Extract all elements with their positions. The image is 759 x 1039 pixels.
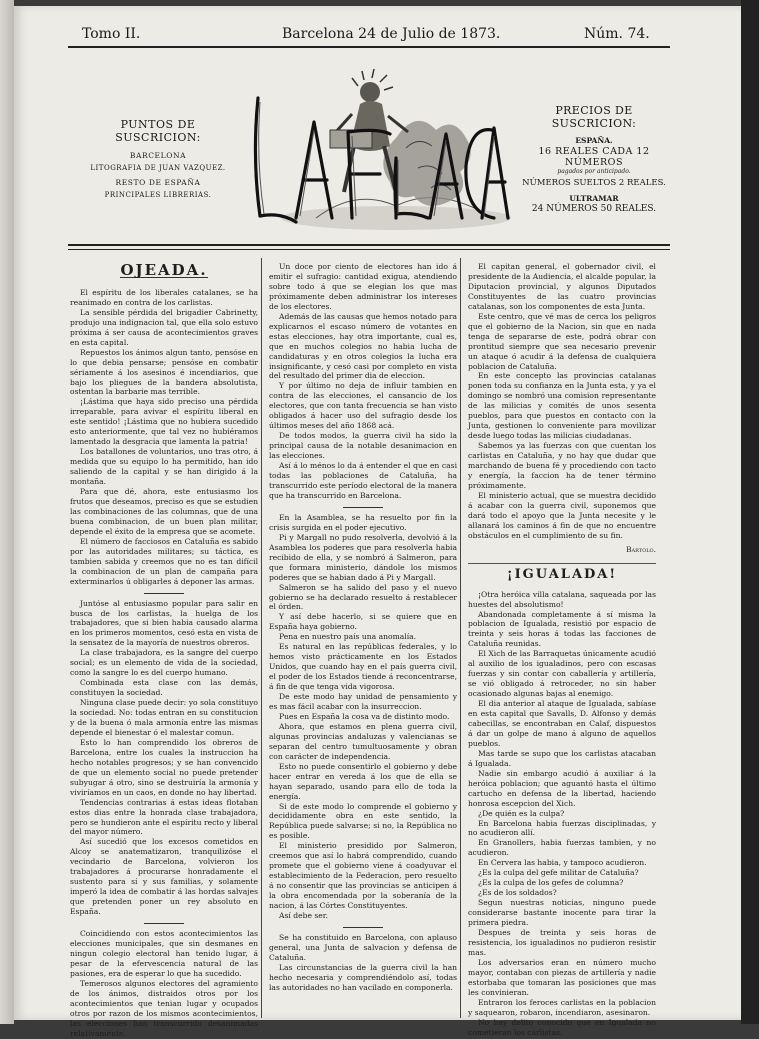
ojeada-paragraph: Y por último no deja de influir tambien en contra de las elecciones, el cansancio de los electores, que con tanta frecuencia se han visto obligados á hacer uso del sufragio desde los últimos meses del año 1868 acá. (269, 381, 457, 431)
scan-border (741, 0, 759, 1024)
igualada-paragraph: Nadie sin embargo acudió á auxiliar á la heróica poblacion; que aguantó hasta el último cartucho en defensa de la libertad, haciendo honrosa escepcion del Xich. (468, 768, 656, 808)
subscription-prices (514, 104, 674, 214)
column-2 (269, 262, 457, 1014)
ojeada-paragraph: La sensible pérdida del brigadier Cabrinetty, produjo una indignacion tal, que ella solo estuvo próxima á ser causa de acontecimientos graves en esta capital. (70, 307, 258, 347)
ojeada-paragraph: Combinada esta clase con las demás, constituyen la sociedad. (70, 678, 258, 698)
igualada-paragraph: Despues de treinta y seis horas de resistencia, los igualadinos no pudieron resistir mas. (468, 928, 656, 957)
ojeada-paragraph: Los batallones de voluntarios, uno tras otro, á medida que su equipo lo ha permitido, han ido saliendo de la capital y se han dirigido á la montaña. (70, 447, 258, 487)
header-rule (68, 46, 670, 48)
ojeada-paragraph: Tendencias contrarias á estas ideas flotaban estos dias entre la honrada clase trabajadora, pero se hundieron ante el espíritu recto y liberal del mayor número. (70, 797, 258, 837)
bookshops-label: PRINCIPALES LIBRERIAS. (104, 191, 212, 199)
igualada-question: ¿Es la culpa de los gefes de columna? (478, 878, 624, 888)
section-separator (144, 923, 184, 924)
ojeada-paragraph: El ministerio presidido por Salmeron, creemos que así lo habrá comprendido, cuando promete que el gobierno viene á coadyuvar el establecimiento de la Federacion, pero resuelto á no consentir que las provincias se anticipen á la obra encomendada por la soberanía de la nacion, á las Córtes Constituyentes. (269, 841, 457, 911)
ojeada-paragraph: De este modo hay unidad de pensamiento y es mas fácil acabar con la insurreccion. (269, 692, 457, 711)
ojeada-paragraph: Además de las causas que hemos notado para explicarnos el escaso número de votantes en estas elecciones, hay otra importante, cual es, que en muchos colegios no habia lucha de candidaturas y en otros colegios la lucha era insignificante, y cesó casi por completo en vista del resultado del primer dia de eleccion. (269, 311, 457, 381)
igualada-title: ¡IGUALADA! (506, 566, 618, 582)
newspaper-page (14, 6, 741, 1038)
issue-number: Núm. 74. (584, 26, 650, 42)
section-separator (343, 507, 383, 508)
ojeada-paragraph: Y así debe hacerlo, si se quiere que en España haya gobierno. (269, 612, 457, 632)
ojeada-paragraph: ¡Lástima que haya sido preciso una pérdida irreparable, para avivar el espíritu liberal en este sentido! ¡Lástima que no hubiera sucedido esto anteriormente, que tal vez no hubiéramos lamentado la desgracia que lamenta la patria! (70, 397, 258, 447)
subscription-points (78, 118, 238, 199)
volume-label: Tomo II. (82, 26, 141, 42)
author-signature: Bartolo. (626, 544, 656, 554)
spain-price: 16 REALES CADA 12 NÚMEROS (538, 146, 650, 168)
subscription-points-title: PUNTOS DE SUSCRICION: (115, 118, 201, 144)
igualada-paragraph: Mas tarde se supo que los carlistas atacaban á Igualada. (468, 748, 656, 768)
ojeada-paragraph: Coincidiendo con estos acontecimientos las elecciones municipales, que sin desmanes en ningun colegio electoral han tenido lugar, á pesar de la efervescencia natural de las pasiones, era de esperar lo que ha sucedido. (70, 929, 258, 978)
ojeada-paragraph: De todos modos, la guerra civil ha sido la principal causa de la notable desanimacion en las elecciones. (269, 431, 457, 461)
spain-label: ESPAÑA. (575, 136, 613, 145)
igualada-paragraph: No hay delito conocido que en Igualada no cometieran los carlistas. (468, 1017, 656, 1037)
section-separator (343, 927, 383, 928)
ojeada-paragraph: Ahora, que estamos en plena guerra civil, algunas provincias andaluzas y valencianas se separan del centro tumultuosamente y obran con carácter de independencia. (269, 721, 457, 761)
ojeada-paragraph: En la Asamblea, se ha resuelto por fin la crisis surgida en el poder ejecutivo. (269, 512, 457, 532)
masthead-illustration (246, 68, 516, 236)
ojeada-paragraph: Pena en nuestro país una anomalía. (279, 632, 417, 642)
ojeada-paragraph: Así sucedió que los excesos cometidos en Alcoy se anatematizaron, tranquilizóse el vecindario de Barcelona, volvieron los trabajadores á procurarse honradamente el sustento para sí y sus familias, y solamente imperó la idea de combatir á las hordas salvajes que pretenden poner un rey absoluto en España. (70, 837, 258, 917)
column-divider-1 (261, 258, 262, 1018)
ojeada-paragraph: Temerosos algunos electores del agramiento de los ánimos, distraidos otros por los acontecimientos que tenian lugar y ocupados otros por razon de los mismos acontecimientos, las elecciones han transcurrido desanimadas relativamente. (70, 978, 258, 1038)
ojeada-paragraph: Sabemos ya las fuerzas con que cuentan los carlistas en Cataluña, y no hay que dudar que marchando de buena fé y procediendo con tacto y energía, la faccion ha de tener término próximamente. (468, 441, 656, 490)
ojeada-paragraph: Ninguna clase puede decir: yo sola constituyo la sociedad. No: todas entran en su constitucion y de la buena ó mala armonía entre las mismas depende el bienestar ó el malestar comun. (70, 698, 258, 737)
overseas-price: 24 NÚMEROS 50 REALES. (531, 204, 657, 214)
igualada-question: ¿De quién es la culpa? (478, 808, 565, 818)
ojeada-paragraph: Pi y Margall no pudo resolverla, devolvió á la Asamblea los poderes que para resolverla habia recibido de ella, y se nombró á Salmeron, para que formara ministerio, dándole los mismos poderes que se habian dado á Pi y Margall. (269, 532, 457, 582)
ojeada-paragraph: El espíritu de los liberales catalanes, se ha reanimado en contra de los carlistas. (70, 287, 258, 307)
ojeada-paragraph: Las circunstancias de la guerra civil la han hecho necesaria y comprendiéndolo así, todas las autoridades no han vacilado en componerla. (269, 962, 457, 992)
igualada-paragraph: Entraron los feroces carlistas en la poblacion y saquearon, robaron, incendiaron, asesinaron. (468, 997, 656, 1017)
ojeada-paragraph: Para que dé, ahora, este entusiasmo los frutos que deseamos, preciso es que se estudien las combinaciones de las columnas, que de una buena combinacion, de un buen plan militar, depende el éxito de la empresa que se acomete. (70, 487, 258, 536)
ojeada-paragraph: El capitan general, el gobernador civil, el presidente de la Audiencia, el alcalde popular, la Diputacion provincial, y algunos Diputados Constituyentes de las cuatro provincias catalanas, son los componentes de esta Junta. (468, 262, 656, 311)
overseas-label: ULTRAMAR (569, 194, 619, 203)
igualada-paragraph: En Barcelona habia fuerzas disciplinadas, y no acudieron allí. (468, 818, 656, 838)
date-line: Barcelona 24 de Julio de 1873. (282, 26, 501, 42)
igualada-paragraph: El Xich de las Barraquetas únicamente acudió al auxilio de los igualadinos, pero con escasas fuerzas y sin contar con caballería y artillería, se vió obligado á retroceder, no sin haber ocasionado algunas bajas al enemigo. (468, 649, 656, 699)
ojeada-paragraph: El ministerio actual, que se muestra decidido á acabar con la guerra civil, suponemos que dará todo el apoyo que la Junta necesite y le allanará los caminos á fin de que no encuentre obstáculos en el cumplimiento de su fin. (468, 490, 656, 540)
advance-note: pagados por anticipado. (557, 168, 631, 175)
printer-label: LITOGRAFIA DE JUAN VAZQUEZ. (90, 164, 226, 172)
ojeada-paragraph: Así á lo ménos lo da á entender el que en casi todas las poblaciones de Cataluña, ha transcurrido este período electoral de la manera que ha transcurrido en Barcelona. (269, 461, 457, 500)
igualada-question: ¿Es de los soldados? (478, 888, 557, 898)
ojeada-paragraph: Es natural en las repúblicas federales, y lo hemos visto prácticamente en los Estados Unidos, que cuando hay en el país guerra civil, el poder de los Estados tiende á reconcentrarse, á fin de que tenga vida vigorosa. (269, 642, 457, 692)
ojeada-paragraph: El número de facciosos en Cataluña es sabido por las autoridades militares; su táctica, es tambien sabida y creemos que no es tan difícil la combinacion de un plan de campaña para exterminarlos ú obligarles á deponer las armas. (70, 536, 258, 586)
ojeada-paragraph: Así debe ser. (279, 911, 328, 920)
ojeada-paragraph: Pues en España la cosa va de distinto modo. (279, 711, 450, 721)
ojeada-paragraph: Si de este modo lo comprende el gobierno y decididamente obra en este sentido, la República puede salvarse; si no, la República no es posible. (269, 801, 457, 841)
ojeada-paragraph: Esto no puede consentirlo el gobierno y debe hacer entrar en vereda á los que de ella se hayan separado, usando para ello de toda la energía. (269, 761, 457, 801)
page-binding-edge (0, 0, 14, 1024)
igualada-paragraph: En Cervera las habia, y tampoco acudieron. (478, 858, 647, 868)
loose-issues-price: NÚMEROS SUELTOS 2 REALES. (522, 178, 666, 188)
ojeada-paragraph: Salmeron se ha salido del paso y el nuevo gobierno se ha declarado resuelto á restablecer el órden. (269, 582, 457, 612)
ojeada-paragraph: En este concepto las provincias catalanas ponen toda su confianza en la Junta esta, y ya el domingo se nombró una comision representante de las milicias y comités de unos sesenta pueblos, para que puestos en contacto con la Junta, gestionen lo conveniente para movilizar desde luego todas las milicias ciudadanas. (468, 371, 656, 441)
rest-of-spain-label: RESTO DE ESPAÑA (115, 178, 201, 187)
igualada-paragraph: Los adversarios eran en número mucho mayor, contaban con piezas de artillería y nadie estorbaba que tomaran las posiciones que mas les convinieran. (468, 957, 656, 997)
ojeada-paragraph: La clase trabajadora, es la sangre del cuerpo social; es un elemento de vida de la sociedad, como la sangre lo es del cuerpo humano. (70, 648, 258, 678)
ojeada-paragraph: Se ha constituido en Barcelona, con aplauso general, una Junta de salvacion y defensa de Cataluña. (269, 932, 457, 962)
igualada-paragraph: ¡Otra heróica villa catalana, saqueada por las huestes del absolutismo! (468, 589, 656, 609)
prices-title: PRECIOS DE SUSCRICION: (551, 104, 637, 130)
igualada-paragraph: Abandonada completamente á sí misma la poblacion de Igualada, resistió por espacio de treinta y seis horas á todas las facciones de Cataluña reunidas. (468, 609, 656, 649)
column-3 (468, 262, 656, 1037)
masthead-rule-thin (68, 249, 670, 250)
ojeada-paragraph: Un doce por ciento de electores han ido á emitir el sufragio: cantidad exigua, atendiendo sobre todo á que se elegian los que mas próximamente deben administrar los intereses de los electores. (269, 262, 457, 311)
igualada-paragraph: Segun nuestras noticias, ninguno puede considerarse bastante inocente para tirar la primera piedra. (468, 898, 656, 928)
column-divider-2 (460, 258, 461, 1018)
igualada-paragraph: En Granollers, habia fuerzas tambien, y no acudieron. (468, 838, 656, 858)
igualada-question: ¿Es la culpa del gefe militar de Cataluña? (478, 868, 639, 878)
ojeada-paragraph: Repuestos los ánimos algun tanto, pensóse en lo que debia pensarse; pensóse en combatir sériamente á los asesinos é incendiarios, que bajo los pliegues de la bandera absolutista, ostentan la barbarie mas terrible. (70, 347, 258, 397)
ojeada-paragraph: Este centro, que vé mas de cerca los peligros que el gobierno de la Nacion, sin que en nada tenga de separarse de este, podrá obrar con prontitud siempre que sea necesario prevenir un ataque ó acudir á la defensa de cualquiera poblacion de Cataluña. (468, 311, 656, 371)
article-separator (468, 563, 656, 564)
igualada-paragraph: El dia anterior al ataque de Igualada, sabíase en esta capital que Savalls, D. Alfonso y demás cabecillas, se encontraban en Calaf, dispuestos á dar un golpe de mano á alguno de aquellos pueblos. (468, 699, 656, 748)
masthead-rule-thick (68, 244, 670, 246)
ojeada-title: OJEADA. (120, 261, 208, 279)
section-separator (144, 593, 184, 594)
ojeada-paragraph: Esto lo han comprendido los obreros de Barcelona, entre los cuales la instruccion ha hecho notables progresos; y se han convencido de que un elemento social no puede pretender subyugar á otro, sino se destruiría la armonía y viviríamos en un caos, en donde no hay libertad. (70, 737, 258, 797)
ojeada-paragraph: Juntóse al entusiasmo popular para salir en busca de los carlistas, la huelga de los trabajadores, que si bien habia causado alarma en los primeros momentos, cesó esta en vista de la sensatez de la mayoría de nuestros obreros. (70, 598, 258, 648)
column-1 (70, 261, 258, 1038)
city-label: BARCELONA (129, 151, 187, 160)
